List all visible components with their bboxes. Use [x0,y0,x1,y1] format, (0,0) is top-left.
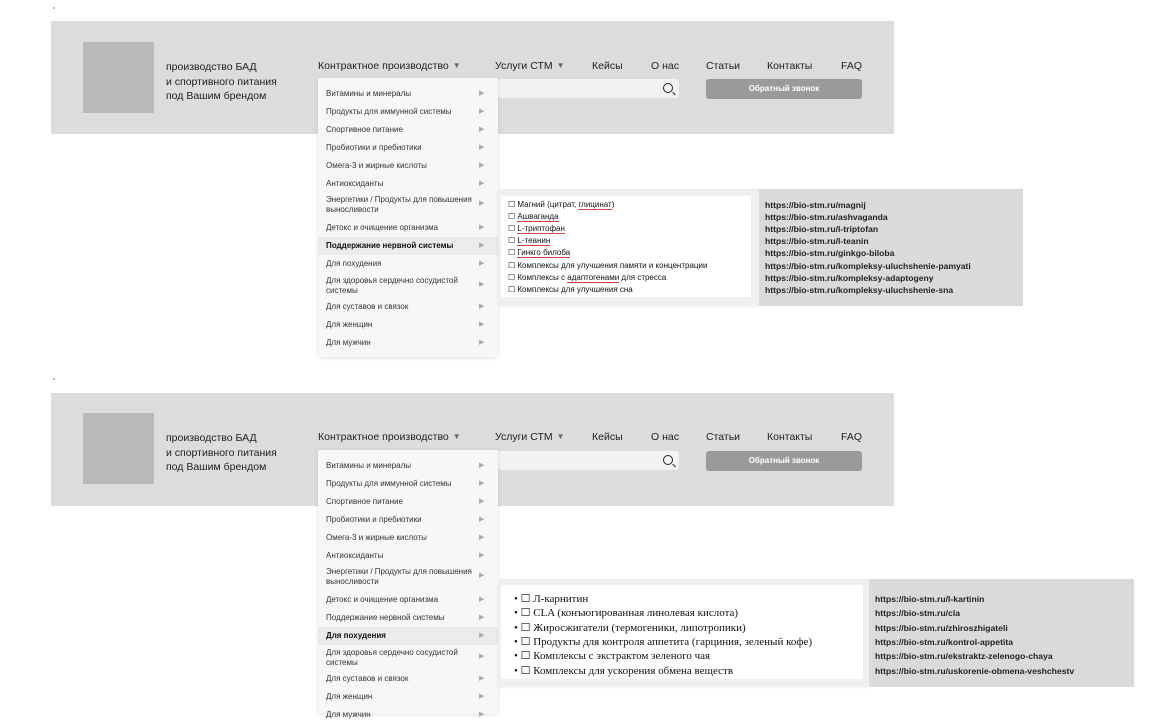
menu-item-label: Омега-3 и жирные кислоты [326,161,427,170]
search-icon[interactable] [663,83,673,93]
menu-item[interactable] [318,272,498,298]
menu-item[interactable] [318,609,498,627]
chevron-right-icon: ▶ [479,632,485,639]
menu-item-label: Омега-3 и жирные кислоты [326,533,427,542]
menu-item[interactable] [318,316,498,334]
chevron-right-icon: ▶ [479,224,485,231]
submenu-item-link[interactable]: L-теанин [517,236,551,246]
menu-item[interactable] [318,139,498,157]
menu-item[interactable] [318,475,498,493]
chevron-right-icon: ▶ [479,180,485,187]
menu-item[interactable] [318,493,498,511]
chevron-right-icon: ▶ [479,552,485,559]
submenu-item-link[interactable]: L-триптофан [517,224,565,234]
menu-item-label: Для здоровья сердечно сосудистой системы [326,276,458,295]
url-item[interactable]: https://bio-stm.ru/ashvaganda [765,212,888,223]
menu-item-label: Витамины и минералы [326,461,412,470]
submenu-item[interactable] [508,235,550,247]
menu-item-label: Для мужчин [326,710,371,719]
url-list-panel [869,579,1134,687]
submenu-item-text: ☐ [508,248,518,258]
chevron-right-icon: ▶ [479,498,485,505]
menu-item-label: Для похудения [326,259,382,268]
menu-item[interactable] [318,121,498,139]
callback-button[interactable]: Обратный звонок [706,79,862,99]
menu-item-label: Для женщин [326,320,373,329]
menu-item[interactable] [318,457,498,475]
frame-marker [53,378,55,380]
url-item[interactable]: https://bio-stm.ru/kompleksy-uluchshenie-sna [765,284,954,295]
search-input[interactable] [498,79,679,98]
menu-item-label: Для суставов и связок [326,674,409,683]
submenu-item-text: ☐ [508,224,518,234]
menu-item[interactable] [318,670,498,688]
nav-contract-production[interactable]: Контрактное производство ▼ [318,60,461,72]
nav-about[interactable]: О нас [651,431,679,443]
chevron-right-icon: ▶ [479,675,485,682]
menu-item-label: Пробиотики и пребиотики [326,143,422,152]
chevron-right-icon: ▶ [479,162,485,169]
url-item[interactable]: https://bio-stm.ru/kompleksy-uluchshenie-pamyati [765,260,971,271]
menu-item-label: Детокс и очищение организма [326,223,439,232]
menu-item-label: Антиоксиданты [326,551,384,560]
submenu-item-text: ☐ Комплексы с [508,272,568,282]
callback-button[interactable]: Обратный звонок [706,451,862,471]
menu-item-label: Энергетики / Продукты для повышения выносливости [326,567,472,586]
menu-item-label: Поддержание нервной системы [326,613,445,622]
menu-item[interactable] [318,706,498,724]
submenu-item[interactable] [508,260,707,272]
nav-faq[interactable]: FAQ [841,60,863,72]
submenu-item[interactable]: • ☐ CLA (конъюгированная линолевая кислота) [514,607,739,620]
search-input[interactable] [498,451,679,470]
chevron-right-icon: ▶ [479,614,485,621]
menu-item[interactable] [318,103,498,121]
url-item[interactable]: https://bio-stm.ru/ginkgo-biloba [765,248,895,259]
menu-item-label: Для суставов и связок [326,302,409,311]
url-list-panel [759,189,1023,306]
menu-item-label: Для мужчин [326,338,371,347]
url-item[interactable]: https://bio-stm.ru/ekstraktz-zelenogo-chaya [875,651,1053,662]
submenu-panel [498,189,760,305]
menu-item-label: Поддержание нервной системы [326,241,454,250]
submenu-item-text: ) [611,200,615,209]
chevron-right-icon: ▶ [479,321,485,328]
chevron-right-icon: ▶ [479,711,485,718]
submenu-item[interactable]: • ☐ Л-карнитин [514,593,589,605]
nav-cases[interactable]: Кейсы [592,60,623,72]
menu-item[interactable] [318,191,498,218]
menu-item-label: Продукты для иммунной системы [326,107,452,116]
submenu-panel [498,579,869,686]
menu-item-label: Продукты для иммунной системы [326,479,452,488]
dropdown-menu [318,78,498,357]
menu-item-label: Антиоксиданты [326,179,384,188]
chevron-right-icon: ▶ [479,242,485,249]
caret-down-icon: ▼ [556,432,565,441]
submenu-list [501,196,751,297]
submenu-item[interactable] [508,272,666,284]
menu-item[interactable] [318,627,498,645]
submenu-list [501,585,863,679]
search-icon[interactable] [663,455,673,465]
chevron-right-icon: ▶ [479,144,485,151]
submenu-item-text: ☐ [508,212,518,222]
menu-item[interactable] [318,219,498,237]
chevron-right-icon: ▶ [479,303,485,310]
chevron-right-icon: ▶ [479,693,485,700]
chevron-right-icon: ▶ [479,339,485,346]
menu-item-label: Пробиотики и пребиотики [326,515,422,524]
chevron-right-icon: ▶ [479,480,485,487]
caret-down-icon: ▼ [556,61,565,70]
menu-item[interactable] [318,511,498,529]
submenu-item-link[interactable]: Гинкго билоба [517,248,571,258]
submenu-item[interactable]: • ☐ Комплексы для ускорения обмена веществ [514,664,734,677]
dropdown-menu [318,450,498,719]
menu-item[interactable] [318,85,498,103]
submenu-item[interactable]: • ☐ Продукты для контроля аппетита (гарциния, зеленый кофе) [514,635,813,648]
menu-item-label: Спортивное питание [326,125,403,134]
submenu-item[interactable]: • ☐ Комплексы с экстрактом зеленого чая [514,650,711,663]
submenu-item-text: для стресса [619,272,667,282]
chevron-right-icon: ▶ [479,516,485,523]
chevron-right-icon: ▶ [479,108,485,115]
submenu-item[interactable] [508,247,570,259]
caret-down-icon: ▼ [452,61,461,70]
submenu-item-text: ☐ [508,236,518,246]
chevron-right-icon: ▶ [479,200,485,207]
nav-articles[interactable]: Статьи [706,431,741,443]
menu-item[interactable] [318,591,498,609]
menu-item[interactable] [318,334,498,352]
chevron-right-icon: ▶ [479,260,485,267]
menu-item-label: Витамины и минералы [326,89,412,98]
submenu-item[interactable] [508,211,559,223]
menu-item[interactable] [318,644,498,670]
url-item[interactable]: https://bio-stm.ru/l-kartinin [875,594,985,604]
chevron-right-icon: ▶ [479,281,485,288]
menu-item-label: Для здоровья сердечно сосудистой системы [326,648,458,667]
tagline: производство БАД и спортивного питания под Вашим брендом [166,61,277,102]
nav-contract-production[interactable]: Контрактное производство ▼ [318,431,461,443]
url-item[interactable]: https://bio-stm.ru/l-teanin [765,236,869,247]
nav-stm-services[interactable]: Услуги СТМ ▼ [495,431,565,443]
menu-item[interactable] [318,563,498,590]
menu-item[interactable] [318,237,498,255]
submenu-item[interactable]: • ☐ Жиросжигатели (термогеники, липотропики) [514,621,746,634]
nav-contacts[interactable]: Контакты [767,431,813,443]
submenu-item-link[interactable]: адаптогенами [567,272,620,282]
submenu-item[interactable] [508,199,614,211]
chevron-right-icon: ▶ [479,572,485,579]
nav-stm-services[interactable]: Услуги СТМ ▼ [495,60,565,72]
chevron-right-icon: ▶ [479,90,485,97]
nav-articles[interactable]: Статьи [706,60,741,72]
menu-item[interactable] [318,298,498,316]
url-item[interactable]: https://bio-stm.ru/uskorenie-obmena-veshchestv [875,665,1075,676]
menu-item-label: Спортивное питание [326,497,403,506]
menu-item-label: Энергетики / Продукты для повышения выносливости [326,195,472,214]
logo-placeholder[interactable] [83,413,154,484]
url-item[interactable]: https://bio-stm.ru/cla [875,608,960,619]
chevron-right-icon: ▶ [479,653,485,660]
submenu-item-link[interactable]: глицинат [578,200,612,209]
menu-item[interactable] [318,529,498,547]
nav-contacts[interactable]: Контакты [767,60,813,72]
submenu-item[interactable] [508,223,565,235]
submenu-item[interactable] [508,284,633,296]
menu-item[interactable] [318,688,498,706]
submenu-item-text: ☐ Магний (цитрат, [508,200,579,209]
menu-item-label: Для похудения [326,631,386,640]
chevron-right-icon: ▶ [479,534,485,541]
menu-item-label: Для женщин [326,692,373,701]
nav-cases[interactable]: Кейсы [592,431,623,443]
chevron-right-icon: ▶ [479,462,485,469]
menu-item[interactable] [318,255,498,273]
url-item[interactable]: https://bio-stm.ru/zhiroszhigateli [875,622,1008,633]
tagline: производство БАД и спортивного питания под Вашим брендом [166,432,277,473]
caret-down-icon: ▼ [452,432,461,441]
submenu-item-link[interactable]: Ашваганда [517,212,559,222]
nav-about[interactable]: О нас [651,60,679,72]
submenu-item-text: ☐ Комплексы для улучшения памяти и концентрации [508,260,708,270]
nav-faq[interactable]: FAQ [841,431,863,443]
logo-placeholder[interactable] [83,42,154,113]
submenu-item-text: ☐ Комплексы для улучшения сна [508,284,633,294]
url-item[interactable]: https://bio-stm.ru/kontrol-appetita [875,636,1013,647]
url-item[interactable]: https://bio-stm.ru/kompleksy-adaptogeny [765,272,934,283]
url-item[interactable]: https://bio-stm.ru/magnij [765,200,866,210]
chevron-right-icon: ▶ [479,596,485,603]
url-item[interactable]: https://bio-stm.ru/l-triptofan [765,224,879,235]
menu-item-label: Детокс и очищение организма [326,595,439,604]
frame-marker [53,7,55,9]
menu-item[interactable] [318,157,498,175]
chevron-right-icon: ▶ [479,126,485,133]
